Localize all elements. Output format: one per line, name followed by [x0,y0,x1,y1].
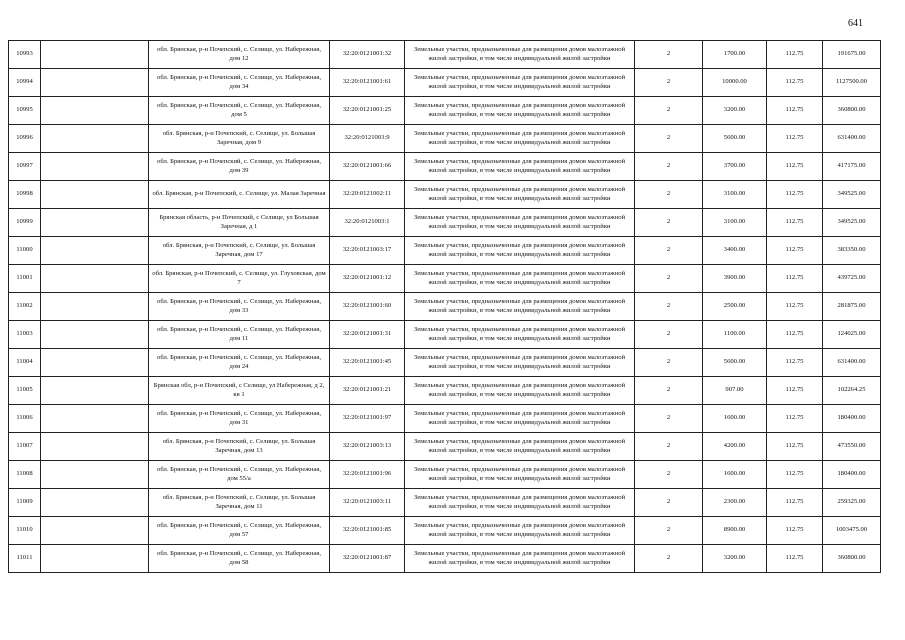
blank-cell [41,125,149,153]
cadastral-number-cell: 32:20:0121001:61 [330,69,405,97]
blank-cell [41,41,149,69]
blank-cell [41,69,149,97]
group-cell: 2 [635,349,703,377]
area-cell: 1700.00 [703,41,767,69]
address-cell: обл. Брянская, р-н Почепский, с. Селище, ул. Большая Заречная, дом 17 [149,237,330,265]
address-cell: обл. Брянская, р-н Почепский, с. Селище, ул. Набережная, дом 34 [149,69,330,97]
row-number-cell: 10995 [9,97,41,125]
blank-cell [41,377,149,405]
group-cell: 2 [635,321,703,349]
address-cell: обл. Брянская, р-н Почепский, с. Селище, ул. Набережная, дом 24 [149,349,330,377]
group-cell: 2 [635,41,703,69]
cadastral-value-cell: 1127500.00 [823,69,881,97]
table-row [9,41,881,69]
specific-value-cell: 112.75 [767,293,823,321]
address-cell: Брянская область, р-н Почепский, с Селище, ул Большая Заречная, д 1 [149,209,330,237]
permitted-use-cell: Земельные участки, предназначенные для размещения домов малоэтажной жилой застройки, в том числе индивидуальной жилой застройки [405,405,635,433]
blank-cell [41,489,149,517]
specific-value-cell: 112.75 [767,97,823,125]
cadastral-number-cell: 32:20:0121001:45 [330,349,405,377]
area-cell: 1600.00 [703,405,767,433]
table-row [9,489,881,517]
area-cell: 5600.00 [703,125,767,153]
table-row [9,517,881,545]
area-cell: 3100.00 [703,209,767,237]
address-cell: обл. Брянская, р-н Почепский, с. Селище, ул. Набережная, дом 33 [149,293,330,321]
group-cell: 2 [635,125,703,153]
area-cell: 10000.00 [703,69,767,97]
area-cell: 3200.00 [703,545,767,573]
blank-cell [41,209,149,237]
group-cell: 2 [635,489,703,517]
area-cell: 2500.00 [703,293,767,321]
cadastral-number-cell: 32:20:0121003:9 [330,125,405,153]
address-cell: обл. Брянская, р-н Почепский, с. Селище, ул. Большая Заречная, дом 9 [149,125,330,153]
area-cell: 3900.00 [703,265,767,293]
cadastral-number-cell: 32:20:0121001:87 [330,545,405,573]
cadastral-value-cell: 473550.00 [823,433,881,461]
blank-cell [41,349,149,377]
row-number-cell: 10999 [9,209,41,237]
blank-cell [41,321,149,349]
group-cell: 2 [635,181,703,209]
blank-cell [41,293,149,321]
specific-value-cell: 112.75 [767,125,823,153]
area-cell: 4200.00 [703,433,767,461]
cadastral-value-cell: 259325.00 [823,489,881,517]
cadastral-value-cell: 1003475.00 [823,517,881,545]
table-row [9,153,881,181]
blank-cell [41,405,149,433]
row-number-cell: 11004 [9,349,41,377]
cadastral-number-cell: 32:20:0121001:32 [330,41,405,69]
row-number-cell: 11006 [9,405,41,433]
table-row [9,377,881,405]
cadastral-value-cell: 180400.00 [823,405,881,433]
group-cell: 2 [635,209,703,237]
specific-value-cell: 112.75 [767,461,823,489]
permitted-use-cell: Земельные участки, предназначенные для размещения домов малоэтажной жилой застройки, в том числе индивидуальной жилой застройки [405,349,635,377]
group-cell: 2 [635,153,703,181]
cadastral-number-cell: 32:20:0121001:25 [330,97,405,125]
address-cell: обл. Брянская, р-н Почепский, с. Селище, ул. Малая Заречная [149,181,330,209]
cadastral-value-cell: 180400.00 [823,461,881,489]
area-cell: 5600.00 [703,349,767,377]
permitted-use-cell: Земельные участки, предназначенные для размещения домов малоэтажной жилой застройки, в том числе индивидуальной жилой застройки [405,125,635,153]
blank-cell [41,97,149,125]
area-cell: 3200.00 [703,97,767,125]
cadastral-number-cell: 32:20:0121001:85 [330,517,405,545]
blank-cell [41,433,149,461]
cadastral-number-cell: 32:20:0121003:13 [330,433,405,461]
specific-value-cell: 112.75 [767,153,823,181]
permitted-use-cell: Земельные участки, предназначенные для размещения домов малоэтажной жилой застройки, в том числе индивидуальной жилой застройки [405,489,635,517]
table-row [9,125,881,153]
address-cell: обл. Брянская, р-н Почепский, с. Селище, ул. Набережная, дом 5 [149,97,330,125]
permitted-use-cell: Земельные участки, предназначенные для размещения домов малоэтажной жилой застройки, в том числе индивидуальной жилой застройки [405,209,635,237]
row-number-cell: 10996 [9,125,41,153]
specific-value-cell: 112.75 [767,377,823,405]
cadastral-value-cell: 191675.00 [823,41,881,69]
cadastral-number-cell: 32:20:0121001:60 [330,293,405,321]
address-cell: обл. Брянская, р-н Почепский, с. Селище, ул. Глуховская, дом 7 [149,265,330,293]
specific-value-cell: 112.75 [767,181,823,209]
row-number-cell: 11008 [9,461,41,489]
permitted-use-cell: Земельные участки, предназначенные для размещения домов малоэтажной жилой застройки, в том числе индивидуальной жилой застройки [405,293,635,321]
permitted-use-cell: Земельные участки, предназначенные для размещения домов малоэтажной жилой застройки, в том числе индивидуальной жилой застройки [405,237,635,265]
address-cell: обл. Брянская, р-н Почепский, с. Селище, ул. Набережная, дом 58 [149,545,330,573]
area-cell: 2300.00 [703,489,767,517]
row-number-cell: 11002 [9,293,41,321]
table-row [9,69,881,97]
permitted-use-cell: Земельные участки, предназначенные для размещения домов малоэтажной жилой застройки, в том числе индивидуальной жилой застройки [405,377,635,405]
specific-value-cell: 112.75 [767,489,823,517]
cadastral-number-cell: 32:20:0121003:11 [330,489,405,517]
cadastral-value-cell: 360800.00 [823,97,881,125]
permitted-use-cell: Земельные участки, предназначенные для размещения домов малоэтажной жилой застройки, в том числе индивидуальной жилой застройки [405,545,635,573]
table-row [9,265,881,293]
table-row [9,237,881,265]
row-number-cell: 11011 [9,545,41,573]
area-cell: 1100.00 [703,321,767,349]
cadastral-number-cell: 32:20:0121001:12 [330,265,405,293]
row-number-cell: 10997 [9,153,41,181]
group-cell: 2 [635,517,703,545]
blank-cell [41,461,149,489]
table-row [9,209,881,237]
blank-cell [41,545,149,573]
permitted-use-cell: Земельные участки, предназначенные для размещения домов малоэтажной жилой застройки, в том числе индивидуальной жилой застройки [405,41,635,69]
table-row [9,321,881,349]
address-cell: обл. Брянская, р-н Почепский, с. Селище, ул. Большая Заречная, дом 13 [149,433,330,461]
table-row [9,405,881,433]
cadastral-number-cell: 32:20:0121001:96 [330,461,405,489]
area-cell: 3700.00 [703,153,767,181]
cadastral-value-cell: 417175.00 [823,153,881,181]
row-number-cell: 11009 [9,489,41,517]
specific-value-cell: 112.75 [767,209,823,237]
table-row [9,433,881,461]
specific-value-cell: 112.75 [767,517,823,545]
cadastral-value-cell: 631400.00 [823,349,881,377]
group-cell: 2 [635,405,703,433]
group-cell: 2 [635,97,703,125]
area-cell: 8900.00 [703,517,767,545]
permitted-use-cell: Земельные участки, предназначенные для размещения домов малоэтажной жилой застройки, в том числе индивидуальной жилой застройки [405,97,635,125]
specific-value-cell: 112.75 [767,321,823,349]
address-cell: обл. Брянская, р-н Почепский, с. Селище, ул. Набережная, дом 31 [149,405,330,433]
table-row [9,461,881,489]
row-number-cell: 10994 [9,69,41,97]
group-cell: 2 [635,69,703,97]
group-cell: 2 [635,545,703,573]
cadastral-value-cell: 383350.00 [823,237,881,265]
blank-cell [41,181,149,209]
address-cell: Брянская обл, р-н Почепский, с Селище, ул Набережная, д 2, кв 1 [149,377,330,405]
row-number-cell: 11010 [9,517,41,545]
specific-value-cell: 112.75 [767,41,823,69]
row-number-cell: 10993 [9,41,41,69]
area-cell: 907.00 [703,377,767,405]
row-number-cell: 11003 [9,321,41,349]
permitted-use-cell: Земельные участки, предназначенные для размещения домов малоэтажной жилой застройки, в том числе индивидуальной жилой застройки [405,265,635,293]
area-cell: 3100.00 [703,181,767,209]
permitted-use-cell: Земельные участки, предназначенные для размещения домов малоэтажной жилой застройки, в том числе индивидуальной жилой застройки [405,461,635,489]
specific-value-cell: 112.75 [767,405,823,433]
row-number-cell: 11000 [9,237,41,265]
specific-value-cell: 112.75 [767,265,823,293]
cadastral-value-cell: 124025.00 [823,321,881,349]
group-cell: 2 [635,265,703,293]
cadastral-value-cell: 631400.00 [823,125,881,153]
address-cell: обл. Брянская, р-н Почепский, с. Селище, ул. Набережная, дом 57 [149,517,330,545]
blank-cell [41,237,149,265]
page-number: 641 [848,18,863,29]
permitted-use-cell: Земельные участки, предназначенные для размещения домов малоэтажной жилой застройки, в том числе индивидуальной жилой застройки [405,181,635,209]
area-cell: 1600.00 [703,461,767,489]
permitted-use-cell: Земельные участки, предназначенные для размещения домов малоэтажной жилой застройки, в том числе индивидуальной жилой застройки [405,153,635,181]
specific-value-cell: 112.75 [767,69,823,97]
permitted-use-cell: Земельные участки, предназначенные для размещения домов малоэтажной жилой застройки, в том числе индивидуальной жилой застройки [405,433,635,461]
row-number-cell: 11007 [9,433,41,461]
specific-value-cell: 112.75 [767,433,823,461]
group-cell: 2 [635,377,703,405]
specific-value-cell: 112.75 [767,545,823,573]
group-cell: 2 [635,293,703,321]
table-row [9,181,881,209]
blank-cell [41,517,149,545]
table-row [9,97,881,125]
row-number-cell: 11001 [9,265,41,293]
cadastral-value-cell: 349525.00 [823,181,881,209]
cadastral-number-cell: 32:20:0121001:21 [330,377,405,405]
row-number-cell: 10998 [9,181,41,209]
table-row [9,349,881,377]
registry-body [9,41,881,573]
cadastral-number-cell: 32:20:0121002:11 [330,181,405,209]
cadastral-value-cell: 360800.00 [823,545,881,573]
blank-cell [41,265,149,293]
row-number-cell: 11005 [9,377,41,405]
permitted-use-cell: Земельные участки, предназначенные для размещения домов малоэтажной жилой застройки, в том числе индивидуальной жилой застройки [405,517,635,545]
land-registry-table [8,40,881,573]
cadastral-number-cell: 32:20:0121001:31 [330,321,405,349]
address-cell: обл. Брянская, р-н Почепский, с. Селище, ул. Набережная, дом 12 [149,41,330,69]
cadastral-number-cell: 32:20:0121003:1 [330,209,405,237]
address-cell: обл. Брянская, р-н Почепский, с. Селище, ул. Большая Заречная, дом 11 [149,489,330,517]
area-cell: 3400.00 [703,237,767,265]
cadastral-number-cell: 32:20:0121001:66 [330,153,405,181]
cadastral-value-cell: 281875.00 [823,293,881,321]
permitted-use-cell: Земельные участки, предназначенные для размещения домов малоэтажной жилой застройки, в том числе индивидуальной жилой застройки [405,321,635,349]
group-cell: 2 [635,433,703,461]
cadastral-value-cell: 349525.00 [823,209,881,237]
group-cell: 2 [635,461,703,489]
address-cell: обл. Брянская, р-н Почепский, с. Селище, ул. Набережная, дом 55/а [149,461,330,489]
cadastral-number-cell: 32:20:0121001:97 [330,405,405,433]
cadastral-value-cell: 439725.00 [823,265,881,293]
cadastral-number-cell: 32:20:0121003:17 [330,237,405,265]
blank-cell [41,153,149,181]
group-cell: 2 [635,237,703,265]
address-cell: обл. Брянская, р-н Почепский, с. Селище, ул. Набережная, дом 11 [149,321,330,349]
address-cell: обл. Брянская, р-н Почепский, с. Селище, ул. Набережная, дом 39 [149,153,330,181]
permitted-use-cell: Земельные участки, предназначенные для размещения домов малоэтажной жилой застройки, в том числе индивидуальной жилой застройки [405,69,635,97]
specific-value-cell: 112.75 [767,349,823,377]
specific-value-cell: 112.75 [767,237,823,265]
table-row [9,545,881,573]
table-row [9,293,881,321]
cadastral-value-cell: 102264.25 [823,377,881,405]
